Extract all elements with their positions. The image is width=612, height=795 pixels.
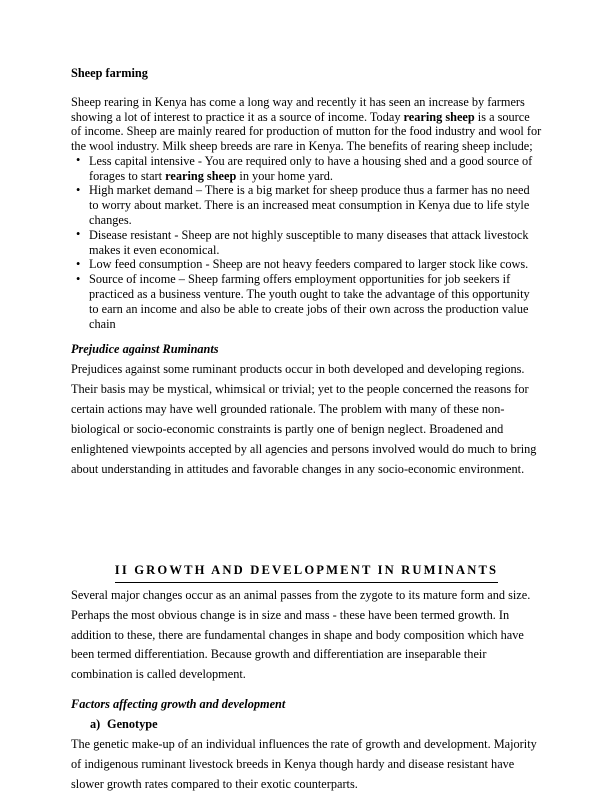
- spacer-large: [71, 480, 542, 560]
- list-growth-factors: [71, 715, 542, 735]
- benefit-text-before: Source of income – Sheep farming offers employment opportunities for job seekers if practiced as a business venture. The youth ought to take the advantage of this opportunity to earn an income and also be able to create jobs of their own across the production value chain: [89, 272, 530, 331]
- benefit-text-before: Disease resistant - Sheep are not highly susceptible to many diseases that attack livestock makes it even economical.: [89, 227, 529, 257]
- spacer: [71, 331, 542, 340]
- list-item: [71, 183, 542, 227]
- paragraph-genotype-body: The genetic make-up of an individual influences the rate of growth and development. Majority of indigenous ruminant livestock breeds in Kenya though hardy and disease resistant have slower growth rates compared to their exotic counterparts.: [71, 736, 537, 791]
- benefit-text-before: Low feed consumption - Sheep are not heavy feeders compared to larger stock like cows.: [89, 257, 529, 272]
- spacer: [71, 685, 542, 695]
- list-marker: a): [90, 717, 101, 732]
- sheep-intro-text-before: Sheep rearing in Kenya has come a long way and recently it has seen an increase by farmers showing a lot of interest to practice it as a source of income. Today: [71, 94, 525, 124]
- benefit-bold-phrase: rearing sheep: [165, 168, 237, 183]
- benefit-text-after: in your home yard.: [236, 168, 333, 183]
- benefit-text-before: Less capital intensive - You are required only to have a housing shed and a good source of forages to start: [89, 153, 533, 183]
- heading-growth-and-development: [71, 560, 542, 583]
- heading-prejudice-against-ruminants: Prejudice against Ruminants: [71, 342, 219, 357]
- list-item-genotype: [71, 715, 542, 735]
- paragraph-growth-body: Several major changes occur as an animal passes from the zygote to its mature form and size. Perhaps the most obvious change is in size and mass - these have been termed growth. In addition to these, there are fundamental changes in shape and body composition which have been termed differentiation. Because growth and differentiation are inseparable their combination is called development.: [71, 587, 531, 682]
- list-item: [71, 257, 542, 272]
- sheep-intro-text-after: is a source of income. Sheep are mainly reared for production of mutton for the food industry and wool for the wool industry. Milk sheep breeds are rare in Kenya. The benefits of rearing sheep include;: [71, 109, 542, 154]
- list-sheep-benefits: [71, 154, 542, 332]
- list-item: [71, 272, 542, 331]
- benefit-text-before: High market demand – There is a big market for sheep produce thus a farmer has no need to worry about market. There is an increased meat consumption in Kenya due to life style changes.: [89, 183, 530, 228]
- heading-factors-affecting-growth: Factors affecting growth and development: [71, 697, 286, 712]
- paragraph-sheep-intro: [71, 95, 542, 154]
- list-item: [71, 154, 542, 184]
- list-item-label: Genotype: [107, 717, 158, 732]
- heading-sheep-farming: Sheep farming: [71, 66, 148, 80]
- paragraph-prejudice-body: Prejudices against some ruminant products occur in both developed and developing regions. Their basis may be mystical, whimsical or trivial; yet to the people concerned the reasons for certain actions may have well grounded rationale. The problem with many of these non-biological or socio-economic constraints is partly one of benign neglect. Broadened and enlightened viewpoints accepted by all agencies and persons involved would do much to bring about understanding in attitudes and favorable changes in any socio-economic environment.: [71, 362, 537, 476]
- sheep-intro-bold-phrase: rearing sheep: [403, 109, 475, 124]
- heading-growth-and-development-text: II GROWTH AND DEVELOPMENT IN RUMINANTS: [115, 560, 498, 583]
- list-item: [71, 228, 542, 258]
